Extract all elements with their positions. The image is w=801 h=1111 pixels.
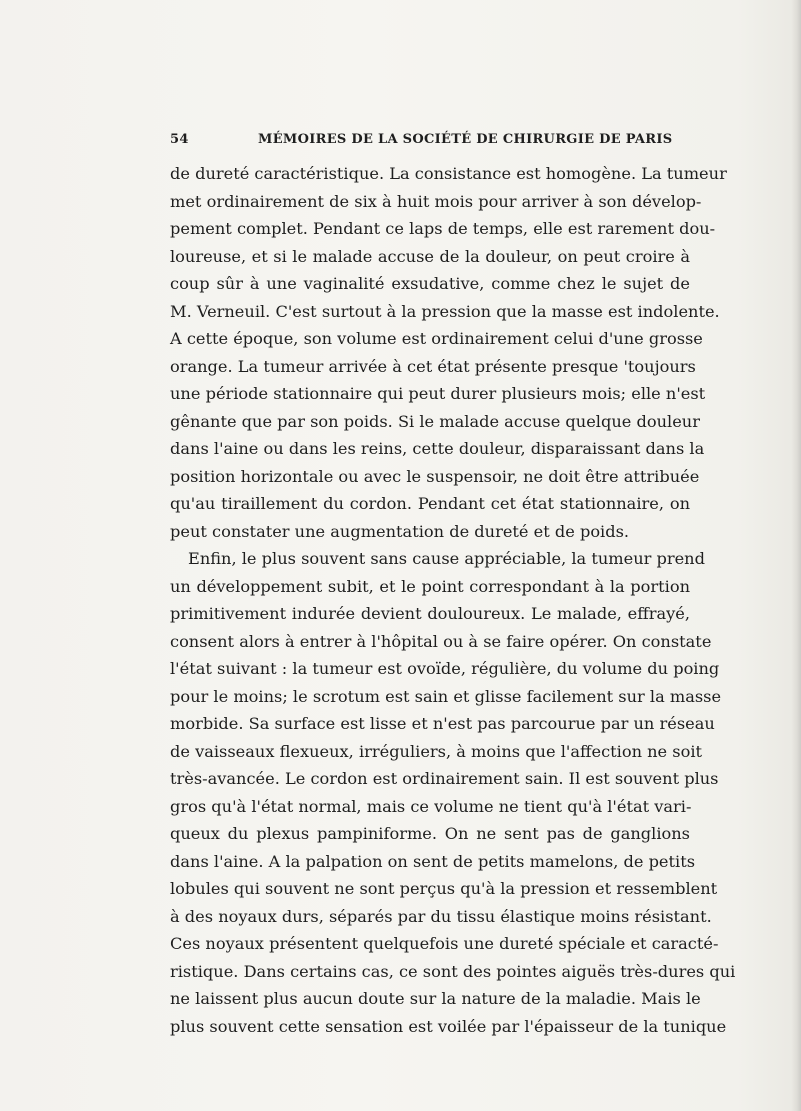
text-line: A cette époque, son volume est ordinairement celui d'une grosse [170,329,703,348]
page-number: 54 [170,132,189,147]
text-line: de dureté caractéristique. La consistance est homogène. La tumeur [170,164,727,183]
text-line: pement complet. Pendant ce laps de temps, elle est rarement dou- [170,219,716,238]
paragraph-start-line: Enfin, le plus souvent sans cause appréciable, la tumeur prend [188,549,705,568]
text-line: orange. La tumeur arrivée à cet état présente presque 'toujours [170,356,696,376]
text-line: gros qu'à l'état normal, mais ce volume ne tient qu'à l'état vari- [170,796,692,816]
page-edge-shadow [791,0,801,1111]
body-text [170,160,736,1040]
text-line: dans l'aine. A la palpation on sent de petits mamelons, de petits [170,851,696,871]
text-line: ne laissent plus aucun doute sur la nature de la maladie. Mais le [170,989,701,1008]
text-line: lobules qui souvent ne sont perçus qu'à la pression et ressemblent [170,879,718,898]
text-line: pour le moins; le scrotum est sain et glisse facilement sur la masse [170,686,722,706]
text-line: coup sûr à une vaginalité exsudative, comme chez le sujet de [170,274,690,293]
text-line: très-avancée. Le cordon est ordinairement sain. Il est souvent plus [170,769,719,788]
text-line: une période stationnaire qui peut durer plusieurs mois; elle n'est [170,384,706,403]
text-line: gênante que par son poids. Si le malade accuse quelque douleur [170,411,700,431]
text-line: morbide. Sa surface est lisse et n'est pas parcourue par un réseau [170,714,715,733]
text-line: dans l'aine ou dans les reins, cette douleur, disparaissant dans la [170,439,705,458]
text-line: l'état suivant : la tumeur est ovoïde, régulière, du volume du poing [170,659,720,678]
text-line: ristique. Dans certains cas, ce sont des pointes aiguës très-dures qui [170,961,736,981]
text-line: à des noyaux durs, séparés par du tissu élastique moins résistant. [170,906,712,926]
text-line: loureuse, et si le malade accuse de la douleur, on peut croire à [170,246,690,266]
text-line: queux du plexus pampiniforme. On ne sent pas de ganglions [170,824,690,843]
text-line: de vaisseaux flexueux, irréguliers, à moins que l'affection ne soit [170,741,703,761]
text-line: qu'au tiraillement du cordon. Pendant cet état stationnaire, on [170,494,690,513]
text-line: M. Verneuil. C'est surtout à la pression que la masse est indolente. [170,301,720,321]
text-line: un développement subit, et le point correspondant à la portion [170,576,690,596]
text-line: plus souvent cette sensation est voilée par l'épaisseur de la tunique [170,1016,727,1036]
paragraph-end-line: peut constater une augmentation de dureté et de poids. [170,521,630,541]
text-line: consent alors à entrer à l'hôpital ou à se faire opérer. On constate [170,631,712,651]
header-title: MÉMOIRES DE LA SOCIÉTÉ DE CHIRURGIE DE PARIS [258,132,673,147]
text-line: primitivement indurée devient douloureux. Le malade, effrayé, [170,604,690,623]
text-line: position horizontale ou avec le suspensoir, ne doit être attribuée [170,466,700,486]
text-line: met ordinairement de six à huit mois pour arriver à son dévelop- [170,191,702,211]
text-line: Ces noyaux présentent quelquefois une dureté spéciale et caracté- [170,934,719,953]
running-header [170,132,673,154]
